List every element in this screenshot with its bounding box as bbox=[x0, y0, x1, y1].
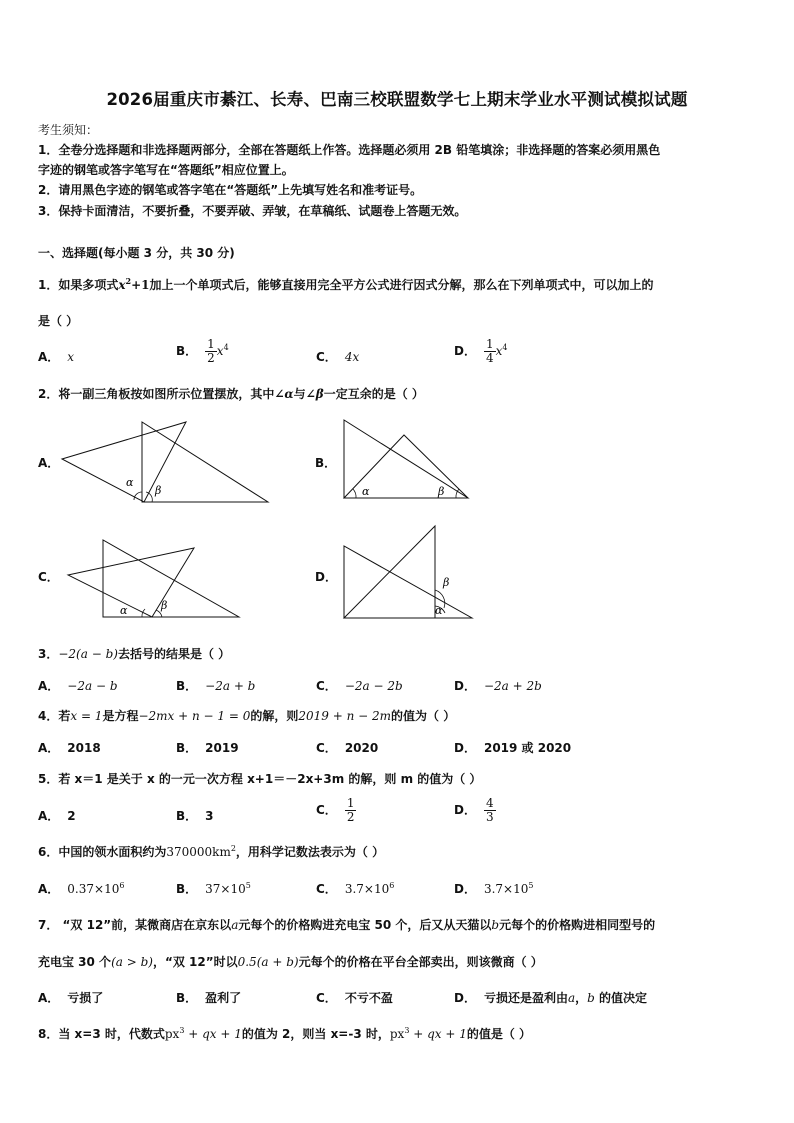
option-value: −2a − b bbox=[67, 679, 118, 693]
alpha-label: α bbox=[435, 604, 443, 617]
q2-figure-a bbox=[60, 420, 275, 513]
beta-label: β bbox=[438, 485, 445, 498]
option-label: D． bbox=[454, 803, 476, 817]
question-5: 5．若 x＝1 是关于 x 的一元一次方程 x+1＝－2x+3m 的解，则 m 的值为（ ） bbox=[38, 772, 482, 786]
q4-text-pre: 4．若 bbox=[38, 709, 71, 723]
option-value-post: 的值决定 bbox=[594, 991, 648, 1005]
option-label: D． bbox=[454, 679, 476, 693]
q7-var-a: a bbox=[231, 918, 239, 932]
alpha-label: α bbox=[126, 476, 134, 489]
notice-item-2: 2．请用黑色字迹的钢笔或答字笔在“答题纸”上先填写姓名和准考证号。 bbox=[38, 183, 423, 197]
beta-label: β bbox=[443, 576, 450, 589]
q4-equation: −2mx + n − 1 = 0 bbox=[138, 709, 251, 723]
option-label: C． bbox=[316, 803, 337, 817]
option-value: 3 bbox=[205, 809, 214, 823]
denominator: 2 bbox=[207, 351, 215, 365]
q2-text-mid: 与 bbox=[293, 387, 306, 401]
q5-option-d[interactable] bbox=[454, 797, 496, 824]
beta-label: β bbox=[155, 484, 162, 497]
option-label: C． bbox=[316, 882, 337, 896]
notice-heading: 考生须知： bbox=[38, 123, 99, 137]
q6-exp: 2 bbox=[230, 844, 236, 853]
option-label: D． bbox=[454, 741, 476, 755]
q2-option-c-label[interactable]: C． bbox=[38, 570, 59, 584]
q1-option-a[interactable] bbox=[38, 348, 74, 365]
q7-condition: (a > b) bbox=[111, 955, 153, 969]
fraction bbox=[484, 797, 496, 824]
q8-expr1-exp: 3 bbox=[179, 1026, 185, 1035]
q8-expr2-exp: 3 bbox=[404, 1026, 410, 1035]
beta-label: β bbox=[161, 599, 168, 612]
option-value: −2a + 2b bbox=[483, 679, 542, 693]
option-label: A． bbox=[38, 679, 60, 693]
option-label: C． bbox=[316, 679, 337, 693]
q2-angle-beta: ∠β bbox=[305, 387, 324, 401]
option-value: −2a − 2b bbox=[344, 679, 403, 693]
option-exp: 6 bbox=[119, 881, 125, 890]
option-value: x bbox=[67, 350, 75, 364]
option-value: 2020 bbox=[344, 741, 379, 755]
question-6 bbox=[38, 843, 384, 860]
option-label: B． bbox=[176, 679, 198, 693]
q2-option-b-label[interactable]: B． bbox=[315, 456, 337, 470]
question-1-line-2: 是（ ） bbox=[38, 314, 79, 328]
q6-option-b[interactable] bbox=[176, 880, 251, 897]
option-value: 2018 bbox=[67, 741, 101, 755]
question-3 bbox=[38, 645, 230, 662]
q1-option-b[interactable] bbox=[176, 338, 229, 365]
option-value: 盈利了 bbox=[205, 991, 242, 1005]
q7-text-post: 元每个的价格购进相同型号的 bbox=[499, 918, 656, 932]
q6-text-post: ，用科学记数法表示为（ ） bbox=[235, 845, 385, 859]
q4-option-b[interactable] bbox=[176, 739, 239, 756]
q4-text-post: 的值为（ ） bbox=[391, 709, 456, 723]
option-exp: 5 bbox=[245, 881, 251, 890]
question-7-line-2 bbox=[38, 953, 543, 970]
fraction bbox=[205, 338, 217, 365]
q1-expr-x: x bbox=[118, 278, 126, 292]
triangle-1 bbox=[62, 422, 186, 502]
option-value: 2019 或 2020 bbox=[483, 741, 572, 755]
option-label: A． bbox=[38, 809, 60, 823]
q2-figure-b bbox=[342, 418, 472, 505]
option-label: A． bbox=[38, 350, 60, 364]
option-value: 0.37×10 bbox=[67, 882, 120, 896]
option-label: A． bbox=[38, 991, 60, 1005]
q7-option-a[interactable] bbox=[38, 989, 103, 1006]
q2-option-a-label[interactable]: A． bbox=[38, 456, 60, 470]
notice-item-1-line-1: 1．全卷分选择题和非选择题两部分，全部在答题纸上作答。选择题必须用 2B 铅笔填涂；非选择题的答案必须用黑色 bbox=[38, 143, 661, 157]
q8-text-post: 的值是（ ） bbox=[466, 1027, 532, 1041]
q8-expr1-b: + qx + 1 bbox=[184, 1027, 242, 1041]
numerator: 1 bbox=[485, 337, 494, 351]
q4-option-c[interactable] bbox=[316, 739, 378, 756]
q6-text-pre: 6．中国的领水面积约为 bbox=[38, 845, 167, 859]
figure-b-svg bbox=[342, 418, 472, 502]
option-value: 3.7×10 bbox=[483, 882, 529, 896]
option-label: D． bbox=[454, 991, 476, 1005]
q4-text-mid: 是方程 bbox=[102, 709, 139, 723]
q3-option-b[interactable] bbox=[176, 677, 255, 694]
notice-item-3: 3．保持卡面清洁，不要折叠，不要弄破、弄皱，在草稿纸、试题卷上答题无效。 bbox=[38, 204, 467, 218]
alpha-label: α bbox=[120, 604, 128, 617]
option-value: 不亏不盈 bbox=[344, 991, 393, 1005]
figure-d-svg bbox=[342, 524, 477, 620]
q7-var-b: b bbox=[491, 918, 500, 932]
fraction bbox=[345, 797, 357, 824]
q7-text-pre: 7． “双 12”前，某微商店在京东以 bbox=[38, 918, 232, 932]
option-label: A． bbox=[38, 741, 60, 755]
q2-figure-d bbox=[342, 524, 477, 623]
q6-value: 370000km bbox=[166, 845, 231, 859]
option-label: C． bbox=[316, 991, 337, 1005]
q6-option-a[interactable] bbox=[38, 880, 124, 897]
option-label: B． bbox=[176, 991, 198, 1005]
notice-item-1-line-2: 字迹的钢笔或答字笔写在“答题纸”相应位置上。 bbox=[38, 163, 294, 177]
q1-expr-exp: 2 bbox=[125, 276, 132, 286]
q7-line2-mid: ，“双 12”时以 bbox=[152, 955, 238, 969]
q4-expression: 2019 + n − 2m bbox=[298, 709, 392, 723]
q2-option-d-label[interactable]: D． bbox=[315, 570, 337, 584]
q3-expr: −2(a − b) bbox=[58, 647, 118, 661]
denominator: 2 bbox=[346, 810, 355, 824]
q7-option-b[interactable] bbox=[176, 989, 241, 1006]
denominator: 4 bbox=[485, 351, 494, 365]
option-var-a: a bbox=[567, 991, 576, 1005]
angle-arc-alpha bbox=[353, 489, 356, 498]
denominator: 3 bbox=[485, 810, 494, 824]
q2-text-post: 一定互余的是（ ） bbox=[323, 387, 424, 401]
option-label: C． bbox=[316, 350, 337, 364]
q7-option-c[interactable] bbox=[316, 989, 393, 1006]
question-8 bbox=[38, 1025, 531, 1042]
question-4 bbox=[38, 707, 455, 724]
figure-c-svg bbox=[66, 538, 246, 620]
figure-a-svg bbox=[60, 420, 275, 510]
q2-text-pre: 2．将一副三角板按如图所示位置摆放，其中 bbox=[38, 387, 275, 401]
option-value: 2019 bbox=[205, 741, 239, 755]
q1-option-d[interactable] bbox=[454, 338, 507, 365]
option-value: 亏损了 bbox=[67, 991, 104, 1005]
question-2 bbox=[38, 385, 424, 402]
numerator: 4 bbox=[485, 796, 494, 810]
page-title: 2026届重庆市綦江、长寿、巴南三校联盟数学七上期末学业水平测试模拟试题 bbox=[106, 90, 688, 109]
question-7 bbox=[38, 916, 655, 933]
question-1 bbox=[38, 276, 654, 293]
option-label: B． bbox=[176, 809, 198, 823]
option-exp: 4 bbox=[502, 343, 508, 352]
option-var: x bbox=[495, 344, 503, 358]
option-value: 4x bbox=[344, 350, 360, 364]
q1-text-post: 加上一个单项式后，能够直接用完全平方公式进行因式分解，那么在下列单项式中，可以加上的 bbox=[149, 278, 654, 292]
q7-line2-post: 元每个的价格在平台全部卖出，则该微商（ ） bbox=[298, 955, 543, 969]
q8-expr2-b: + qx + 1 bbox=[409, 1027, 467, 1041]
option-value-pre: 亏损还是盈利由 bbox=[483, 991, 568, 1005]
q8-text-pre: 8．当 x=3 时，代数式 bbox=[38, 1027, 165, 1041]
q3-option-d[interactable] bbox=[454, 677, 542, 694]
section-heading: 一、选择题(每小题 3 分，共 30 分) bbox=[38, 246, 235, 260]
q4-option-d[interactable] bbox=[454, 739, 571, 756]
fraction bbox=[484, 338, 496, 365]
option-label: D． bbox=[454, 344, 476, 358]
q5-option-b[interactable] bbox=[176, 807, 214, 824]
numerator: 1 bbox=[346, 796, 355, 810]
q3-option-a[interactable] bbox=[38, 677, 118, 694]
option-value: 37×10 bbox=[205, 882, 246, 896]
q1-expr-rest: +1 bbox=[131, 278, 150, 292]
q6-option-d[interactable] bbox=[454, 880, 533, 897]
q3-text-post: 去括号的结果是（ ） bbox=[117, 647, 231, 661]
option-exp: 5 bbox=[528, 881, 534, 890]
q8-expr2-a: px bbox=[389, 1027, 405, 1041]
q1-text-pre: 1．如果多项式 bbox=[38, 278, 119, 292]
q2-figure-c bbox=[66, 538, 246, 623]
option-separator: ， bbox=[575, 991, 588, 1005]
q5-option-c[interactable] bbox=[316, 797, 356, 824]
triangle-1 bbox=[344, 546, 472, 618]
option-var-b: b bbox=[587, 991, 595, 1005]
q7-option-d[interactable] bbox=[454, 989, 647, 1006]
q2-angle-alpha: ∠α bbox=[274, 387, 294, 401]
numerator: 1 bbox=[207, 337, 215, 351]
q4-condition: x = 1 bbox=[70, 709, 103, 723]
option-label: B． bbox=[176, 344, 198, 358]
q3-option-c[interactable] bbox=[316, 677, 403, 694]
triangle-2 bbox=[68, 548, 194, 617]
q5-option-a[interactable] bbox=[38, 807, 76, 824]
q8-expr1-a: px bbox=[164, 1027, 180, 1041]
option-value: 2 bbox=[67, 809, 76, 823]
option-label: B． bbox=[176, 741, 198, 755]
q6-option-c[interactable] bbox=[316, 880, 394, 897]
triangle-2 bbox=[344, 526, 435, 618]
option-value: 3.7×10 bbox=[344, 882, 390, 896]
q4-text-mid2: 的解，则 bbox=[250, 709, 299, 723]
q1-option-c[interactable] bbox=[316, 348, 359, 365]
q8-text-mid: 的值为 2，则当 x=-3 时， bbox=[241, 1027, 390, 1041]
q7-price: 0.5(a + b) bbox=[237, 955, 299, 969]
q7-text-mid: 元每个的价格购进充电宝 50 个，后又从天猫以 bbox=[238, 918, 492, 932]
q4-option-a[interactable] bbox=[38, 739, 101, 756]
q3-text-pre: 3． bbox=[38, 647, 59, 661]
option-label: B． bbox=[176, 882, 198, 896]
option-var: x bbox=[216, 344, 224, 358]
option-label: C． bbox=[316, 741, 337, 755]
option-exp: 6 bbox=[389, 881, 395, 890]
option-value: −2a + b bbox=[205, 679, 256, 693]
option-exp: 4 bbox=[223, 343, 229, 352]
alpha-label: α bbox=[362, 485, 370, 498]
option-label: D． bbox=[454, 882, 476, 896]
option-label: A． bbox=[38, 882, 60, 896]
q7-line2-pre: 充电宝 30 个 bbox=[38, 955, 112, 969]
